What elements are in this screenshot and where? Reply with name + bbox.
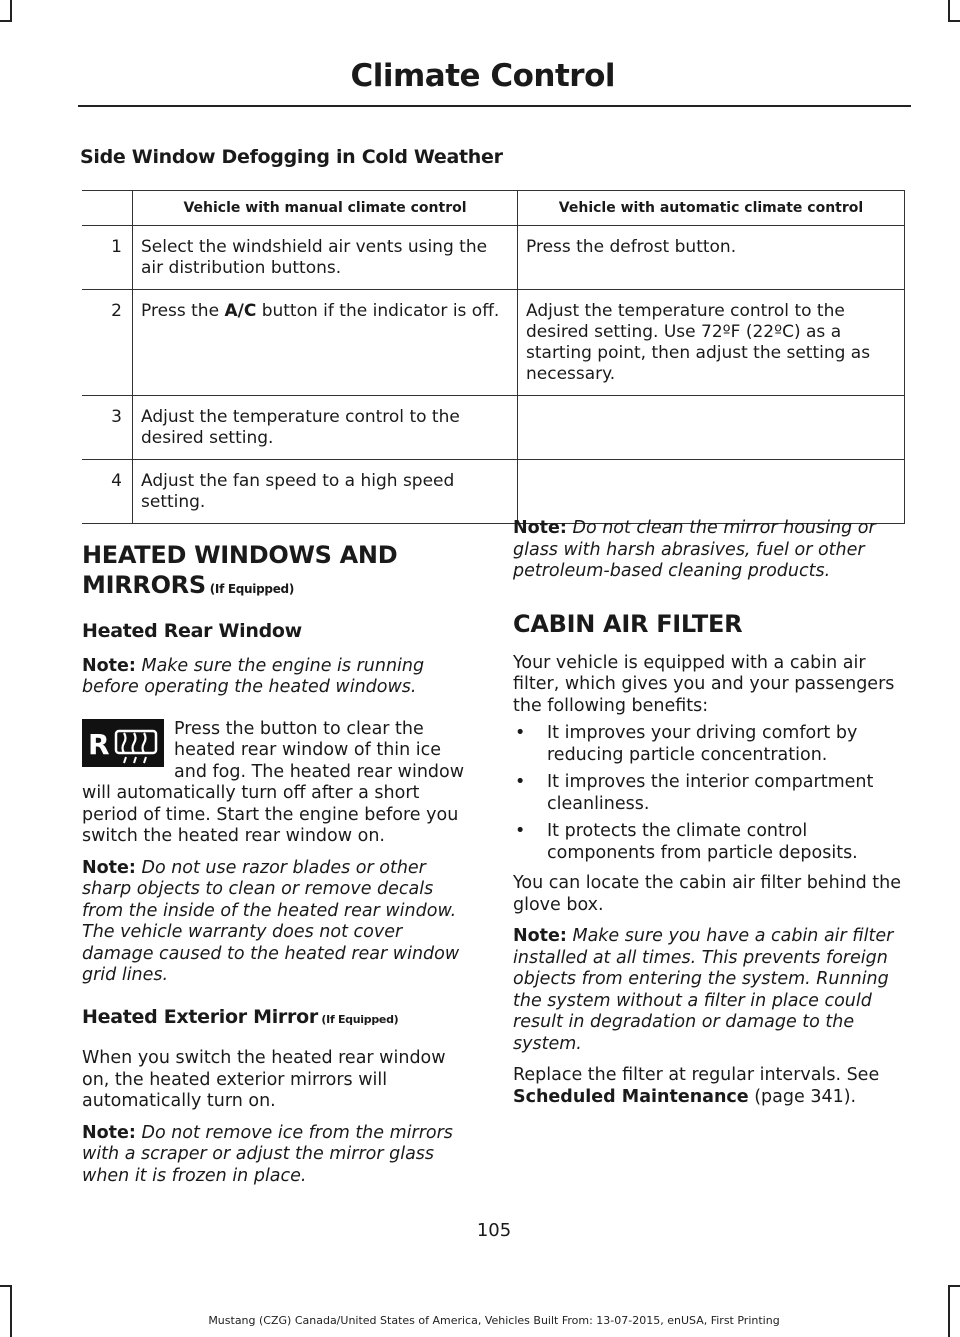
ac-button-label: A/C bbox=[224, 301, 257, 321]
automatic-step bbox=[518, 460, 905, 524]
step-number: 2 bbox=[82, 290, 133, 396]
manual-step-prefix: Press the bbox=[141, 301, 225, 321]
heated-rear-window-heading: Heated Rear Window bbox=[82, 620, 302, 642]
replace-filter-text bbox=[513, 1065, 907, 1108]
cabin-air-filter-heading: CABIN AIR FILTER bbox=[513, 609, 743, 638]
manual-step-suffix: button if the indicator is off. bbox=[256, 301, 500, 321]
crop-mark bbox=[948, 20, 960, 22]
note-label: Note: bbox=[82, 1122, 136, 1143]
heading-line-1: HEATED WINDOWS AND bbox=[82, 541, 398, 569]
table-row bbox=[82, 396, 905, 460]
step-number: 1 bbox=[82, 226, 133, 290]
heated-mirror-heading-text: Heated Exterior Mirror bbox=[82, 1005, 318, 1028]
manual-step: Adjust the temperature control to the desired setting. bbox=[133, 396, 518, 460]
note bbox=[82, 858, 476, 987]
note bbox=[513, 926, 907, 1055]
rear-window-description: Press the button to clear the heated rear window of thin ice and fog. The heated rear window will automatically turn off after a short period of time. Start the engine before you switch the heated rear window on. bbox=[82, 718, 465, 846]
filter-location: You can locate the cabin air filter behind the glove box. bbox=[513, 873, 902, 915]
section-title: Side Window Defogging in Cold Weather bbox=[80, 146, 503, 168]
automatic-step: Press the defrost button. bbox=[518, 226, 905, 290]
replace-suffix: (page 341). bbox=[748, 1086, 857, 1107]
list-item: • It protects the climate control components from particle deposits. bbox=[513, 821, 907, 864]
automatic-step: Adjust the temperature control to the desired setting. Use 72ºF (22ºC) as a starting point, then adjust the setting as necessary. bbox=[518, 290, 905, 396]
table-row bbox=[82, 226, 905, 290]
if-equipped-label: (If Equipped) bbox=[205, 582, 295, 596]
note-text: Do not use razor blades or other sharp objects to clean or remove decals from the inside of the heated rear window. The vehicle warranty does not cover damage caused to the heated rear window grid lines. bbox=[82, 857, 460, 985]
note bbox=[82, 1123, 476, 1188]
benefits-list bbox=[513, 723, 907, 864]
crop-mark bbox=[10, 0, 12, 22]
note-text: Make sure the engine is running before operating the heated windows. bbox=[82, 655, 425, 697]
table-header-automatic: Vehicle with automatic climate control bbox=[518, 191, 905, 226]
list-item: • It improves your driving comfort by reducing particle concentration. bbox=[513, 723, 907, 766]
note-label: Note: bbox=[82, 655, 136, 676]
note-text: Do not clean the mirror housing or glass with harsh abrasives, fuel or other petroleum-based cleaning products. bbox=[513, 518, 876, 581]
footer-text: Mustang (CZG) Canada/United States of America, Vehicles Built From: 13-07-2015, enUSA, First Printing bbox=[208, 1314, 780, 1327]
step-number: 4 bbox=[82, 460, 133, 524]
manual-step bbox=[133, 290, 518, 396]
defog-steps-table bbox=[82, 190, 905, 524]
note-text: Do not remove ice from the mirrors with a scraper or adjust the mirror glass when it is frozen in place. bbox=[82, 1122, 453, 1186]
rear-defrost-icon-letter: R bbox=[88, 727, 110, 761]
heated-mirror-description: When you switch the heated rear window on, the heated exterior mirrors will automatically turn on. bbox=[82, 1048, 446, 1111]
table-header-row bbox=[82, 191, 905, 226]
note-text: Make sure you have a cabin air filter installed at all times. This prevents foreign objects from entering the system. Running the system without a filter in place could result in degradation or damage to the system. bbox=[513, 926, 894, 1054]
list-item: • It improves the interior compartment cleanliness. bbox=[513, 772, 907, 815]
table-header-num bbox=[82, 191, 133, 226]
automatic-step bbox=[518, 396, 905, 460]
note-label: Note: bbox=[513, 518, 567, 538]
scheduled-maintenance-link[interactable]: Scheduled Maintenance bbox=[513, 1086, 749, 1107]
cabin-filter-intro: Your vehicle is equipped with a cabin air filter, which gives you and your passengers the following benefits: bbox=[513, 652, 895, 716]
crop-mark bbox=[948, 1285, 960, 1287]
page-number: 105 bbox=[476, 1220, 512, 1241]
rear-defrost-icon bbox=[82, 719, 164, 767]
rear-defrost-icon-graphic bbox=[82, 719, 164, 767]
table-row bbox=[82, 290, 905, 396]
note-label: Note: bbox=[82, 857, 136, 878]
crop-mark bbox=[10, 1285, 12, 1337]
manual-step: Select the windshield air vents using the air distribution buttons. bbox=[133, 226, 518, 290]
manual-step: Adjust the fan speed to a high speed setting. bbox=[133, 460, 518, 524]
crop-mark bbox=[0, 1285, 12, 1287]
table-header-manual: Vehicle with manual climate control bbox=[133, 191, 518, 226]
page-title: Climate Control bbox=[350, 58, 615, 94]
note bbox=[513, 518, 907, 583]
header-divider bbox=[78, 105, 911, 107]
replace-prefix: Replace the filter at regular intervals. See bbox=[513, 1065, 880, 1085]
heated-windows-heading bbox=[82, 540, 476, 604]
note bbox=[82, 656, 476, 699]
left-column bbox=[82, 540, 476, 1187]
crop-mark bbox=[948, 0, 950, 22]
crop-mark bbox=[0, 20, 12, 22]
note-label: Note: bbox=[513, 926, 567, 946]
table-row bbox=[82, 460, 905, 524]
right-column bbox=[513, 518, 907, 1108]
if-equipped-label: (If Equipped) bbox=[317, 1012, 399, 1026]
rear-defrost-block bbox=[82, 719, 476, 848]
heated-mirror-heading bbox=[82, 1007, 476, 1031]
step-number: 3 bbox=[82, 396, 133, 460]
crop-mark bbox=[948, 1285, 950, 1337]
heading-line-2: MIRRORS bbox=[82, 571, 206, 599]
